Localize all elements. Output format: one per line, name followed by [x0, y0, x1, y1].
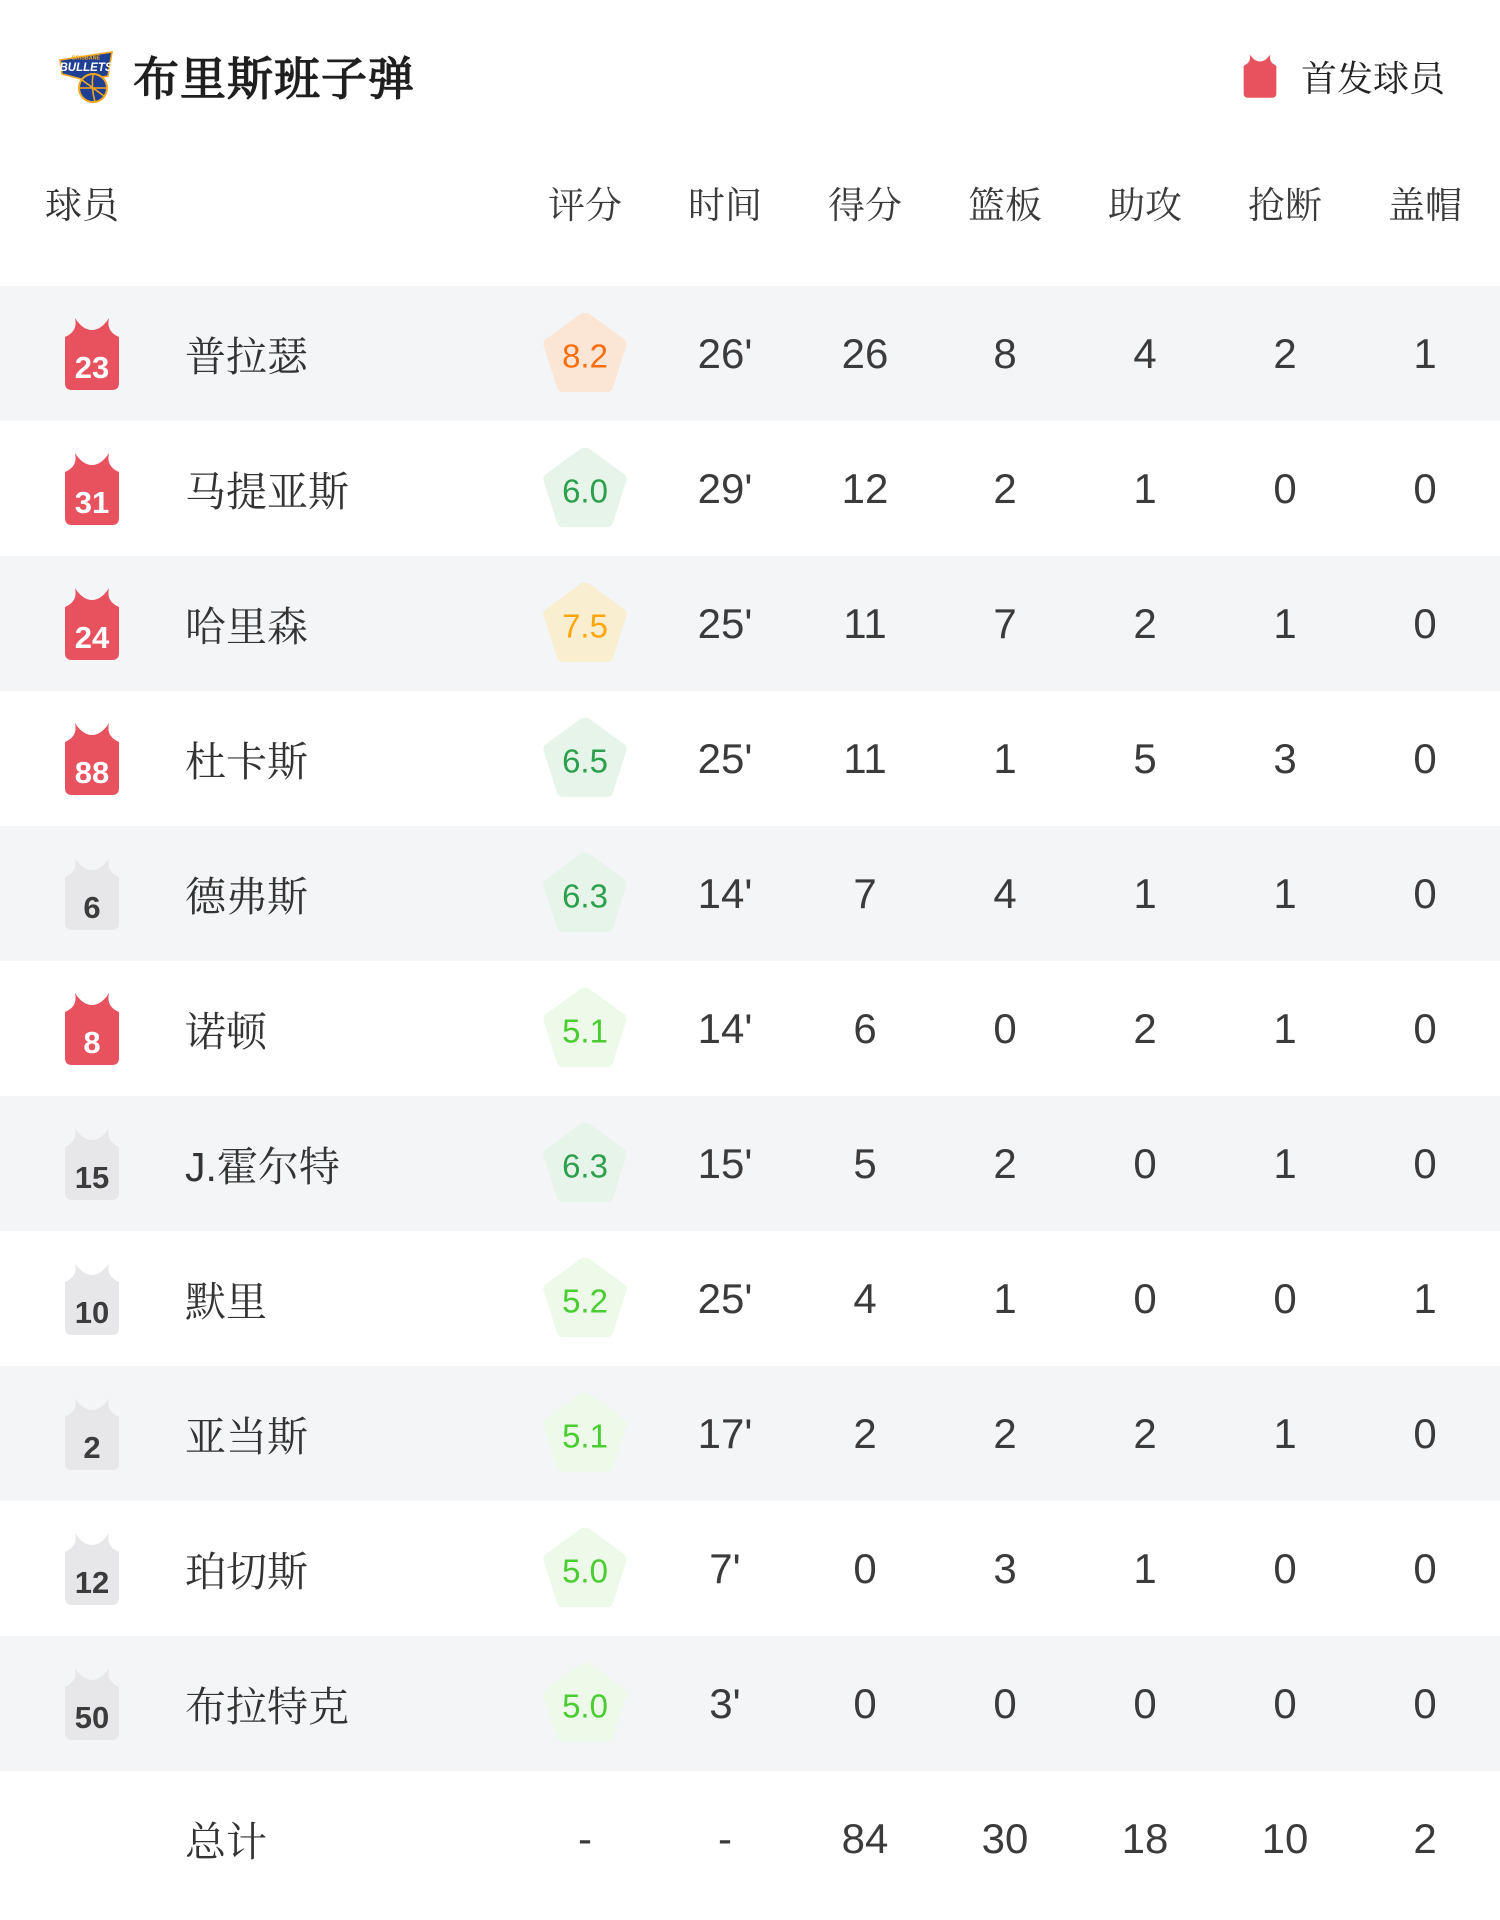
points-value: 0: [853, 1679, 877, 1727]
table-row[interactable]: [0, 1366, 1500, 1501]
steals-value: 1: [1273, 1139, 1297, 1187]
rating-value: 6.5: [562, 741, 608, 779]
team-header: [0, 0, 1500, 118]
rating-value: 5.0: [562, 1686, 608, 1724]
column-player: 球员: [45, 185, 119, 226]
rating-badge: [542, 1393, 628, 1475]
time-value: 25': [697, 734, 753, 782]
steals-value: 0: [1273, 1274, 1297, 1322]
jersey-number: 6: [83, 889, 101, 925]
starter-jersey-icon: [1241, 53, 1279, 99]
blocks-value: 1: [1413, 329, 1437, 377]
table-row[interactable]: [0, 691, 1500, 826]
assists-value: 2: [1133, 599, 1157, 647]
rating-badge: [542, 988, 628, 1070]
time-value: 14': [697, 1004, 753, 1052]
rating-badge: [542, 313, 628, 395]
blocks-value: 0: [1413, 1544, 1437, 1592]
blocks-value: 0: [1413, 599, 1437, 647]
points-value: 2: [853, 1409, 877, 1457]
steals-value: 1: [1273, 1004, 1297, 1052]
jersey-icon: [61, 1261, 123, 1337]
rating-value: 6.0: [562, 471, 608, 509]
player-name: 亚当斯: [185, 1414, 308, 1460]
assists-value: 2: [1133, 1004, 1157, 1052]
steals-value: 1: [1273, 869, 1297, 917]
time-value: 15': [697, 1139, 753, 1187]
points-value: 7: [853, 869, 877, 917]
starter-legend-label: 首发球员: [1300, 57, 1445, 99]
total-label: 总计: [185, 1819, 267, 1865]
rating-value: 5.0: [562, 1551, 608, 1589]
time-value: 26': [697, 329, 753, 377]
assists-value: 1: [1133, 1544, 1157, 1592]
player-name: J.霍尔特: [185, 1144, 340, 1190]
rating-badge: [542, 448, 628, 530]
points-value: 5: [853, 1139, 877, 1187]
blocks-value: 0: [1413, 1409, 1437, 1457]
rating-value: 6.3: [562, 876, 608, 914]
rating-badge: [542, 718, 628, 800]
points-value: 11: [843, 734, 887, 782]
time-value: 25': [697, 1274, 753, 1322]
jersey-number: 15: [74, 1159, 110, 1195]
rating-badge: [542, 1258, 628, 1340]
jersey-icon: [61, 451, 123, 527]
time-value: 7': [709, 1544, 741, 1592]
rating-value: 6.3: [562, 1146, 608, 1184]
assists-value: 0: [1133, 1139, 1157, 1187]
total-steals: 10: [1261, 1814, 1309, 1862]
total-blocks: 2: [1413, 1814, 1437, 1862]
rating-badge: [542, 853, 628, 935]
table-row[interactable]: [0, 1501, 1500, 1636]
rebounds-value: 0: [993, 1004, 1017, 1052]
assists-value: 1: [1133, 869, 1157, 917]
column-blocks: 盖帽: [1388, 185, 1462, 226]
table-row[interactable]: [0, 1636, 1500, 1771]
rebounds-value: 1: [993, 734, 1017, 782]
rebounds-value: 2: [993, 1409, 1017, 1457]
jersey-icon: [61, 586, 123, 662]
column-assists: 助攻: [1108, 185, 1182, 226]
blocks-value: 0: [1413, 1139, 1437, 1187]
rating-badge: [542, 1528, 628, 1610]
rebounds-value: 1: [993, 1274, 1017, 1322]
time-value: 29': [697, 464, 753, 512]
jersey-icon: [61, 316, 123, 392]
total-rebounds: 30: [981, 1814, 1029, 1862]
jersey-icon: [61, 1126, 123, 1202]
table-column-header: [0, 118, 1500, 286]
page-title: 布里斯班子弹: [133, 53, 415, 105]
rebounds-value: 2: [993, 464, 1017, 512]
table-row[interactable]: [0, 421, 1500, 556]
time-value: 25': [697, 599, 753, 647]
jersey-icon: [61, 991, 123, 1067]
table-row[interactable]: [0, 961, 1500, 1096]
rebounds-value: 3: [993, 1544, 1017, 1592]
jersey-number: 24: [74, 619, 110, 655]
assists-value: 2: [1133, 1409, 1157, 1457]
steals-value: 3: [1273, 734, 1297, 782]
rebounds-value: 8: [993, 329, 1017, 377]
rebounds-value: 4: [993, 869, 1017, 917]
steals-value: 2: [1273, 329, 1297, 377]
player-name: 默里: [185, 1279, 267, 1325]
svg-text:BRISBANE: BRISBANE: [71, 55, 101, 62]
steals-value: 1: [1273, 1409, 1297, 1457]
column-rebounds: 篮板: [968, 185, 1042, 226]
jersey-number: 8: [83, 1024, 101, 1060]
jersey-number: 50: [74, 1699, 110, 1735]
blocks-value: 0: [1413, 1679, 1437, 1727]
blocks-value: 0: [1413, 869, 1437, 917]
table-row[interactable]: [0, 826, 1500, 961]
total-row: [0, 1771, 1500, 1906]
rating-value: 8.2: [562, 336, 608, 374]
rating-badge: [542, 1663, 628, 1745]
time-value: 3': [709, 1679, 741, 1727]
column-rating: 评分: [548, 185, 622, 226]
jersey-number: 2: [83, 1429, 101, 1465]
total-assists: 18: [1121, 1814, 1169, 1862]
jersey-icon: [61, 1666, 123, 1742]
assists-value: 0: [1133, 1679, 1157, 1727]
assists-value: 0: [1133, 1274, 1157, 1322]
player-name: 马提亚斯: [185, 469, 349, 515]
blocks-value: 0: [1413, 734, 1437, 782]
column-time: 时间: [688, 185, 762, 226]
player-name: 哈里森: [185, 604, 308, 650]
points-value: 12: [841, 464, 889, 512]
player-name: 珀切斯: [185, 1549, 308, 1595]
points-value: 6: [853, 1004, 877, 1052]
points-value: 11: [843, 599, 887, 647]
team-logo-icon: [55, 45, 117, 107]
player-name: 普拉瑟: [185, 334, 308, 380]
rating-value: 5.1: [562, 1011, 608, 1049]
steals-value: 1: [1273, 599, 1297, 647]
assists-value: 5: [1133, 734, 1157, 782]
steals-value: 0: [1273, 1679, 1297, 1727]
table-row[interactable]: [0, 1096, 1500, 1231]
jersey-number: 31: [74, 484, 110, 520]
points-value: 26: [841, 329, 889, 377]
steals-value: 0: [1273, 1544, 1297, 1592]
blocks-value: 0: [1413, 464, 1437, 512]
points-value: 4: [853, 1274, 877, 1322]
jersey-icon: [61, 1396, 123, 1472]
player-name: 杜卡斯: [185, 739, 308, 785]
player-name: 布拉特克: [185, 1684, 349, 1730]
table-row[interactable]: [0, 1231, 1500, 1366]
rebounds-value: 2: [993, 1139, 1017, 1187]
time-value: 17': [697, 1409, 753, 1457]
player-name: 诺顿: [185, 1009, 267, 1055]
assists-value: 4: [1133, 329, 1157, 377]
table-row[interactable]: [0, 286, 1500, 421]
blocks-value: 0: [1413, 1004, 1437, 1052]
jersey-icon: [61, 1531, 123, 1607]
rebounds-value: 0: [993, 1679, 1017, 1727]
rating-value: 5.1: [562, 1416, 608, 1454]
jersey-number: 12: [74, 1564, 110, 1600]
column-steals: 抢断: [1248, 185, 1322, 226]
total-time: -: [718, 1814, 732, 1862]
player-name: 德弗斯: [185, 874, 308, 920]
time-value: 14': [697, 869, 753, 917]
column-points: 得分: [828, 185, 902, 226]
jersey-icon: [61, 856, 123, 932]
assists-value: 1: [1133, 464, 1157, 512]
jersey-number: 23: [74, 349, 110, 385]
jersey-number: 88: [74, 754, 110, 790]
rating-badge: [542, 1123, 628, 1205]
rating-value: 5.2: [562, 1281, 608, 1319]
starter-legend: [1241, 51, 1445, 102]
rebounds-value: 7: [993, 599, 1017, 647]
rating-badge: [542, 583, 628, 665]
total-points: 84: [841, 1814, 889, 1862]
jersey-number: 10: [74, 1294, 110, 1330]
steals-value: 0: [1273, 464, 1297, 512]
jersey-icon: [61, 721, 123, 797]
rating-value: 7.5: [562, 606, 608, 644]
total-rating: -: [578, 1814, 592, 1862]
blocks-value: 1: [1413, 1274, 1437, 1322]
points-value: 0: [853, 1544, 877, 1592]
svg-text:BULLETS: BULLETS: [59, 62, 113, 74]
table-row[interactable]: [0, 556, 1500, 691]
